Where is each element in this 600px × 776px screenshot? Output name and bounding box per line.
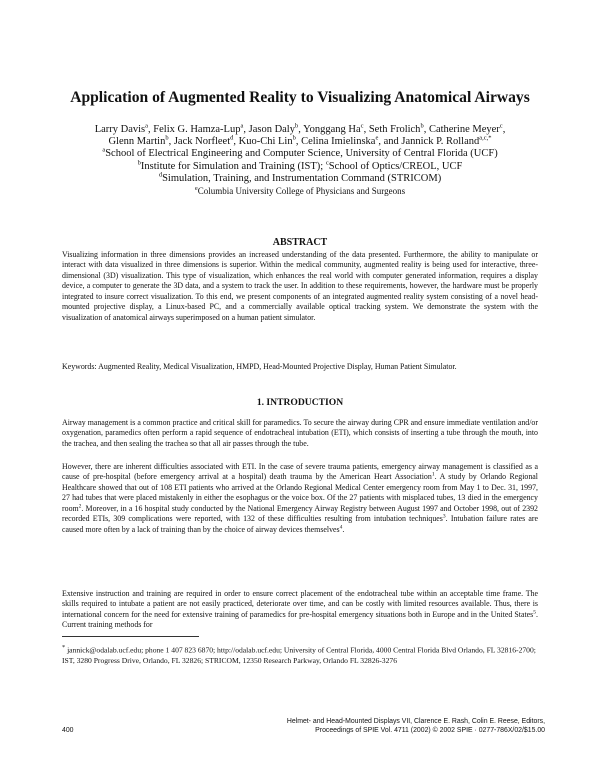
author-sup: c <box>360 122 364 130</box>
paper-title: Application of Augmented Reality to Visualizing Anatomical Airways <box>70 89 530 106</box>
affiliation-a: $^a$School of Electrical Engineering and Computer Science, University of Central Florida (UCF) <box>102 146 498 160</box>
author-sup: b <box>292 134 296 142</box>
author: Larry Davis <box>94 124 146 135</box>
intro-paragraph-1: Airway management is a common practice and critical skill for paramedics. To secure the airway during CPR and ensure immediate ventilation and/or oxygenation, paramedics often perform a rapid sequence of endotracheal intubation (ETI), which consists of inserting a tube through the mouth, into the trachea, and then sealing the trachea so that all air passes through the tube. <box>62 418 538 448</box>
footnote-mark: * <box>62 644 66 651</box>
footnote: * jannick@odalab.ucf.edu; phone 1 407 823 6870; http://odalab.ucf.edu; University of Central Florida, 4000 Central Florida Blvd Orlando, FL 32816-2700; IST, 3280 Progress Drive, Orlando, FL 32826; STRICOM, 12350 Research Parkway, Orlando FL 32826-3276 <box>62 644 536 666</box>
author: Glenn Martin <box>108 136 166 148</box>
author-sup: b <box>294 122 299 130</box>
intro-paragraph-3: Extensive instruction and training are required in order to ensure correct placement of the endotracheal tube within an acceptable time frame. The skills required to intubate a patient are not easily practiced, deteriorate over time, and can be costly with limited resources available. Thus, there is international concern for the need for extensive training of paramedics for pre-hospital emergency situations both in Europe and in the United States$^5$. Current training methods for <box>62 589 538 630</box>
footnote-divider <box>62 636 199 637</box>
affiliation-d: $^d$Simulation, Training, and Instrumentation Command (STRICOM) <box>158 171 442 184</box>
author: Jack Norfleet <box>173 136 231 148</box>
author: Jannick P. Rolland <box>401 136 480 148</box>
author-sup: e <box>375 134 379 142</box>
author-sup: a,c,* <box>479 134 492 142</box>
affiliation-e: $^e$Columbia University College of Physicians and Surgeons <box>194 185 406 197</box>
author-sup: d <box>230 134 234 142</box>
author: Catherine Meyer <box>428 124 500 135</box>
author: Jason Daly <box>248 124 295 135</box>
author: Celina Imielinska <box>301 136 376 148</box>
citation: 4 <box>339 524 343 531</box>
author-sup: c <box>499 122 503 130</box>
citation: 2 <box>78 503 82 510</box>
citation: 3 <box>442 513 446 520</box>
author: Seth Frolich <box>368 124 421 135</box>
author-sup: a <box>240 122 244 130</box>
citation: 1 <box>431 471 435 478</box>
page-number: 400 <box>62 727 74 734</box>
author: Kuo-Chi Lin <box>238 136 293 148</box>
abstract-text: Visualizing information in three dimensions provides an increased understanding of the data presented. Furthermore, the ability to manipulate or interact with data visualized in three dimensions is superior. Within the medical community, augmented reality is being used for interactive, three-dimensional (3D) visualization. This type of visualization, which enhances the real world with computer generated information, requires a display device, a computer to generate the 3D data, and a system to track the user. In addition to these requirements, however, the hardware must be properly integrated to insure correct visualization. To this end, we present components of an integrated augmented reality system consisting of a novel head-mounted projective display, a Linux-based PC, and a commercially available optical tracking system. We demonstrate the system with the visualization of anatomical airways superimposed on a human patient simulator. <box>62 250 538 322</box>
author: Yonggang Ha <box>303 124 361 135</box>
citation: 5 <box>533 609 537 616</box>
abstract-heading: ABSTRACT <box>272 237 328 248</box>
keywords: Keywords: Augmented Reality, Medical Visualization, HMPD, Head-Mounted Projective Display, Human Patient Simulator. <box>62 362 457 371</box>
author: Felix G. Hamza-Lup <box>153 124 241 135</box>
affiliation-b-c: $^b$Institute for Simulation and Training (IST); $^c$School of Optics/CREOL, UCF <box>137 159 463 172</box>
proceedings-footer: Helmet- and Head-Mounted Displays VII, Clarence E. Rash, Colin E. Reese, Editors, Proceedings of SPIE Vol. 4711 (2002) © 2002 SPIE · 0277-786X/02/$15.00 <box>286 718 545 734</box>
intro-paragraph-2: However, there are inherent difficulties associated with ETI. In the case of severe trauma patients, emergency airway management is classified as a cause of pre-hospital (before emergency arrival at a hospital) death trauma by the American Heart Association$^1$. A study by Orlando Regional Healthcare showed that out of 108 ETI patients who arrived at the Orlando Regional Medical Center emergency room from May 1 to Dec. 31, 1997, 27 had tubes that were placed mistakenly in either the esophagus or the voice box. Of the 27 patients with misplaced tubes, 13 died in the emergency room$^2$. Moreover, in a 16 hospital study conducted by the National Emergency Airway Registry between August 1997 and October 1998, out of 2392 recorded ETIs, 309 complications were reported, with 132 of these difficulties resulting from intubation techniques$^3$. Intubation failure rates are caused more often by a lack of training than by the choice of airway devices themselves$^4$. <box>62 462 538 534</box>
author-sup: b <box>165 134 169 142</box>
author-sup: a <box>145 122 149 130</box>
author-sup: b <box>420 122 424 130</box>
author-list: Larry Davis$^a$, Felix G. Hamza-Lup$^a$, Jason Daly$^b$, Yonggang Ha$^c$, Seth Frolich$^b$, Catherine Meyer$^c$, Glenn Martin$^b$, Jack Norfleet$^d$, Kuo-Chi Lin$^b$, Celina Imielinska$^e$, and Jannick P. Rolland$^{a,c,*}$ <box>94 122 506 148</box>
author-block <box>40 124 560 197</box>
section-heading: 1. INTRODUCTION <box>256 397 344 408</box>
